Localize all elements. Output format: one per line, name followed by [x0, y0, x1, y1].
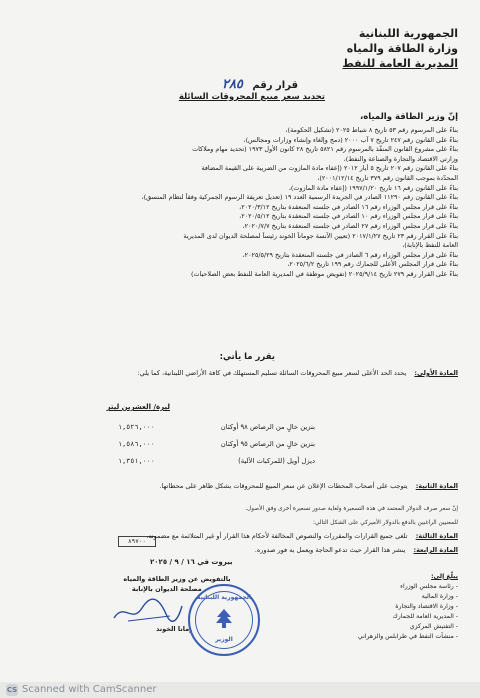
recital-line: وزارتي الاقتصاد والتجارة والصناعة والنفط)، — [343, 154, 458, 163]
decision-subject: تحديد سعر مبيع المحروقات السائلة — [178, 92, 325, 102]
recital-line: العامة للنفط بالإنابة)، — [402, 241, 458, 250]
article-4-label: المادة الرابعة: — [413, 546, 458, 554]
price-unit-label: ليرة/ العشرين ليتر — [106, 403, 170, 411]
recital-line: المحدّدة بموجب القانون رقم ٣٧٩ تاريخ ٢٠٠١/١٢/١٤)، — [317, 173, 458, 182]
price-row-product: بنزين خالٍ من الرصاص ٩٥ أوكتان — [220, 440, 315, 448]
article-3-block — [146, 532, 458, 540]
preamble: إنّ وزير الطاقة والمياه، — [360, 112, 458, 122]
recital-line: بناءً على القانون رقم ٢٤٧ تاريخ ٧ آب ٢٠٠٠ (دمج وإلغاء وإنشاء وزارات ومجالس)، — [243, 135, 458, 144]
recital-line: بناءً على القانون رقم ١١٢٩٠ الصادر في الجريدة الرسمية العدد ١٩ (تعديل تعريفة الرسوم الجمركية وفقاً لنظام المنسق)، — [141, 193, 458, 202]
recital-line: بناءً على مشروع القانون المنفّذ بالمرسوم رقم ٥٨٢١ تاريخ ٢٨ كانون الأول ١٩٧٣ (تحديد مهام وملاكات — [192, 145, 458, 154]
place-date-line: بيروت في ١٦ / ٩ / ٢٠٢٥ — [150, 558, 233, 566]
letterhead — [342, 26, 458, 71]
camscanner-watermark: Scanned with CamScanner — [22, 684, 157, 695]
recital-line: بناءً على قرار مجلس الوزراء رقم ٢٧ الصادر في جلسته المنعقدة بتاريخ ٢٠٢٠/٧/٧، — [242, 221, 458, 230]
article-2-label: المادة الثانية: — [415, 482, 458, 490]
recital-line: بناءً على قرار المجلس الأعلى للجمارك رقم ١٩٩ تاريخ ٢٠٢٥/٦/٢، — [287, 260, 458, 269]
article-3-text: تلغى جميع القرارات والمقررات والنصوص المخالفة لأحكام هذا القرار أو غير المتلائمة مع مضمونه. — [146, 532, 408, 540]
exchange-rate-box: ٨٩٧٠٠ — [118, 536, 156, 547]
official-seal — [188, 584, 260, 656]
price-row-product: بنزين خالٍ من الرصاص ٩٨ أوكتان — [220, 423, 315, 431]
exchange-rate-notice: إنّ سعر صرف الدولار المعتمد في هذه التسعيرة ولغاية صدور تسعيرة أخرى وفق الأصول. — [245, 506, 458, 512]
distribution-item: - رئاسة مجلس الوزراء — [400, 583, 458, 590]
recital-line: بناءً على القانون رقم ١٦ تاريخ ١٩٩٧/١/٢٠ (إعفاء مادة المازوت)، — [288, 183, 458, 192]
signature-name: جومانا الخوند — [156, 625, 198, 633]
recital-line: بناءً على قرار مجلس الوزراء رقم ١٠ الصادر في جلسته المنعقدة بتاريخ ٢٠٢٠/٥/١٢، — [239, 212, 458, 221]
letterhead-ministry: وزارة الطاقة والمياه — [346, 42, 458, 55]
article-1-text: يحدد الحد الأعلى لسعر مبيع المحروقات السائلة تسليم المستهلك في كافة الأراضي اللبنانية، كما يلي: — [137, 369, 407, 377]
decides-heading: يقرر ما يأتي: — [219, 352, 275, 362]
scanner-footer — [0, 682, 480, 698]
article-3-label: المادة الثالثة: — [415, 532, 458, 540]
price-row-product: ديزل أويل (للمركبات الآلية) — [238, 457, 315, 465]
distribution-title: يبلّغ إلى: — [431, 573, 458, 580]
article-4-text: ينشر هذا القرار حيث تدعو الحاجة ويعمل به فور صدوره. — [254, 546, 406, 554]
distribution-item: - التفتيش المركزي — [409, 623, 458, 630]
recitals — [18, 126, 458, 280]
recital-line: بناءً على قرار مجلس الوزراء رقم ٦ الصادر في جلسته المنعقدة بتاريخ ٢٠٢٥/٥/٢٩، — [242, 250, 458, 259]
handwritten-signature — [110, 596, 185, 626]
article-2-text: يتوجب على أصحاب المحطات الإعلان عن سعر المبيع للمحروقات بشكل ظاهر على محطاتها. — [159, 482, 408, 490]
article-2-block — [159, 482, 458, 490]
article-4-block — [255, 546, 458, 554]
recital-line: بناءً على قرار مجلس الوزراء رقم ١٦ الصادر في جلسته المنعقدة بتاريخ ٢٠٢٠/٣/١٢، — [239, 202, 458, 211]
recital-line: بناءً على القانون رقم ٢٠٧ تاريخ ٥ أيار ٢٠١٢ (إعفاء مادة المازوت من الضريبة على القيمة المضافة — [201, 164, 458, 173]
recital-line: بناءً على القرار رقم ٢٣ تاريخ ٢٠١٧/١/٢٧ (تعيين الآنسة جوماناً الخوند رئيساً لمصلحة الديوان لدى المديرية — [183, 231, 458, 240]
recital-line: بناءً على القرار رقم ٢٧٩ تاريخ ٢٠٢٥/٩/١٤ (تفويض موظفة في المديرية العامة للنفط بعض الصلاحيات) — [190, 269, 458, 278]
article-1 — [137, 369, 458, 377]
seal-bottom-text: الوزير — [215, 636, 233, 643]
decision-number — [222, 77, 298, 92]
camscanner-logo: CS — [6, 686, 18, 694]
article-1-label: المادة الأولى: — [414, 369, 458, 377]
letterhead-directorate: المديرية العامة للنفط — [342, 57, 458, 70]
cedar-icon — [214, 608, 234, 630]
price-row-value: ١,٥٢٦,٠٠٠ — [118, 423, 155, 431]
distribution-item: - وزارة الاقتصاد والتجارة — [395, 603, 458, 610]
price-row-value: ١,٥٨٦,٠٠٠ — [118, 440, 155, 448]
price-row-value: ١,٣٥١,٠٠٠ — [118, 457, 155, 465]
signature-title: رئيس مصلحة الديوان بالإنابة — [131, 585, 223, 593]
seal-top-text: الجمهورية اللبنانية — [196, 594, 252, 601]
decision-number-handwritten: ٢٨٥ — [221, 77, 243, 92]
decision-number-label: قرار رقم — [252, 80, 298, 91]
usd-payment-notice: للمعنيين الراغبين بالدفع بالدولار الأميركي على الشكل التالي: — [312, 520, 458, 526]
distribution-list — [358, 572, 458, 642]
distribution-item: - منشآت النفط في طرابلس والزهراني — [357, 633, 458, 640]
distribution-item: - المديرية العامة للجمارك — [392, 613, 458, 620]
recital-line: بناءً على المرسوم رقم ٥٣ تاريخ ٨ شباط ٢٠٢٥ (تشكيل الحكومة)، — [285, 126, 458, 134]
letterhead-republic: الجمهورية اللبنانية — [358, 27, 458, 40]
distribution-item: - وزارة المالية — [421, 593, 458, 600]
signature-delegation: بالتفويض عن وزير الطاقة والمياه — [123, 575, 231, 583]
